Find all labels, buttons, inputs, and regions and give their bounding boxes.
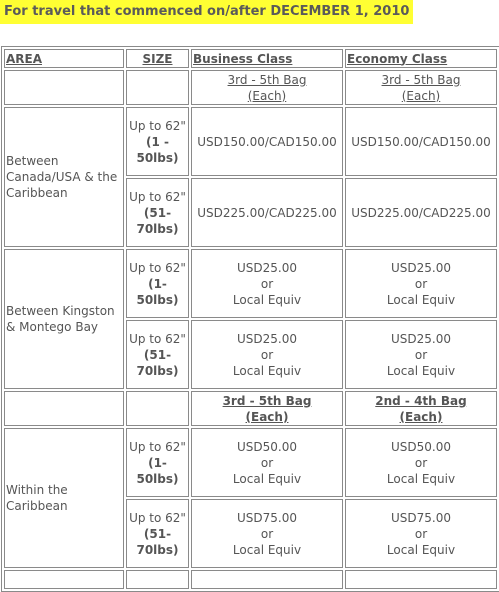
fee-amount: USD25.00 — [391, 331, 451, 346]
fee-or: or — [414, 276, 428, 291]
fee-or: or — [414, 526, 428, 541]
bag-range-row — [4, 391, 497, 426]
economy-fee — [345, 428, 497, 497]
size-cell — [126, 249, 189, 318]
size-cell — [126, 107, 189, 176]
header-economy-class[interactable]: Economy Class — [345, 49, 497, 68]
fee-local-equiv: Local Equiv — [386, 292, 456, 307]
empty-cell — [345, 570, 497, 589]
business-fee — [191, 499, 343, 568]
economy-fee — [345, 320, 497, 389]
business-bag-range[interactable] — [191, 70, 343, 105]
size-cell — [126, 428, 189, 497]
fee-local-equiv: Local Equiv — [386, 542, 456, 557]
table-row — [4, 249, 497, 318]
weight-range: (51-70lbs) — [136, 526, 179, 557]
size-limit: Up to 62" — [129, 189, 186, 204]
fee-local-equiv: Local Equiv — [232, 292, 302, 307]
size-cell — [126, 499, 189, 568]
empty-cell — [191, 570, 343, 589]
empty-cell — [4, 70, 124, 105]
header-size[interactable]: SIZE — [126, 49, 189, 68]
empty-cell — [126, 391, 189, 426]
bag-range-label: 2nd - 4th Bag — [375, 393, 467, 408]
economy-fee — [345, 499, 497, 568]
size-limit: Up to 62" — [129, 510, 186, 525]
header-row — [4, 49, 497, 68]
fee-or: or — [414, 455, 428, 470]
fee-amount: USD50.00 — [391, 439, 451, 454]
fee-or: or — [260, 276, 274, 291]
table-row — [4, 107, 497, 176]
empty-cell — [126, 70, 189, 105]
bag-range-row — [4, 70, 497, 105]
fee-local-equiv: Local Equiv — [232, 542, 302, 557]
fee-amount: USD25.00 — [237, 260, 297, 275]
header-business-class[interactable]: Business Class — [191, 49, 343, 68]
weight-range: (51-70lbs) — [136, 205, 179, 236]
fee-amount: USD50.00 — [237, 439, 297, 454]
economy-fee: USD150.00/CAD150.00 — [345, 107, 497, 176]
fee-or: or — [260, 347, 274, 362]
weight-range: (51-70lbs) — [136, 347, 179, 378]
economy-fee: USD225.00/CAD225.00 — [345, 178, 497, 247]
fee-or: or — [414, 347, 428, 362]
economy-fee — [345, 249, 497, 318]
weight-range: (1-50lbs) — [136, 455, 179, 486]
travel-date-banner: For travel that commenced on/after DECEMBER 1, 2010 — [0, 0, 413, 24]
size-limit: Up to 62" — [129, 439, 186, 454]
economy-bag-range[interactable] — [345, 70, 497, 105]
fee-amount: USD75.00 — [391, 510, 451, 525]
weight-range: (1-50lbs) — [136, 276, 179, 307]
business-fee — [191, 428, 343, 497]
business-bag-range[interactable] — [191, 391, 343, 426]
table-row — [4, 428, 497, 497]
fee-local-equiv: Local Equiv — [386, 363, 456, 378]
fee-or: or — [260, 526, 274, 541]
fee-or: or — [260, 455, 274, 470]
fee-local-equiv: Local Equiv — [386, 471, 456, 486]
size-limit: Up to 62" — [129, 260, 186, 275]
economy-bag-range[interactable] — [345, 391, 497, 426]
fee-amount: USD75.00 — [237, 510, 297, 525]
bag-range-each: (Each) — [401, 88, 441, 103]
business-fee — [191, 320, 343, 389]
business-fee — [191, 249, 343, 318]
business-fee: USD225.00/CAD225.00 — [191, 178, 343, 247]
weight-range: (1 - 50lbs) — [136, 134, 179, 165]
size-limit: Up to 62" — [129, 118, 186, 133]
bag-range-label: 3rd - 5th Bag — [381, 72, 461, 87]
bag-range-each: (Each) — [247, 88, 287, 103]
bag-range-each: (Each) — [245, 409, 289, 424]
baggage-fee-table — [1, 46, 499, 592]
fee-amount: USD25.00 — [391, 260, 451, 275]
size-cell — [126, 320, 189, 389]
empty-row — [4, 570, 497, 589]
empty-cell — [4, 391, 124, 426]
size-cell — [126, 178, 189, 247]
bag-range-label: 3rd - 5th Bag — [222, 393, 312, 408]
bag-range-each: (Each) — [399, 409, 443, 424]
empty-cell — [126, 570, 189, 589]
area-name: Within the Caribbean — [4, 428, 124, 568]
fee-local-equiv: Local Equiv — [232, 363, 302, 378]
size-limit: Up to 62" — [129, 331, 186, 346]
fee-amount: USD25.00 — [237, 331, 297, 346]
empty-cell — [4, 570, 124, 589]
area-name: Between Canada/USA & the Caribbean — [4, 107, 124, 247]
header-area[interactable]: AREA — [4, 49, 124, 68]
bag-range-label: 3rd - 5th Bag — [227, 72, 307, 87]
business-fee: USD150.00/CAD150.00 — [191, 107, 343, 176]
area-name: Between Kingston & Montego Bay — [4, 249, 124, 389]
fee-local-equiv: Local Equiv — [232, 471, 302, 486]
